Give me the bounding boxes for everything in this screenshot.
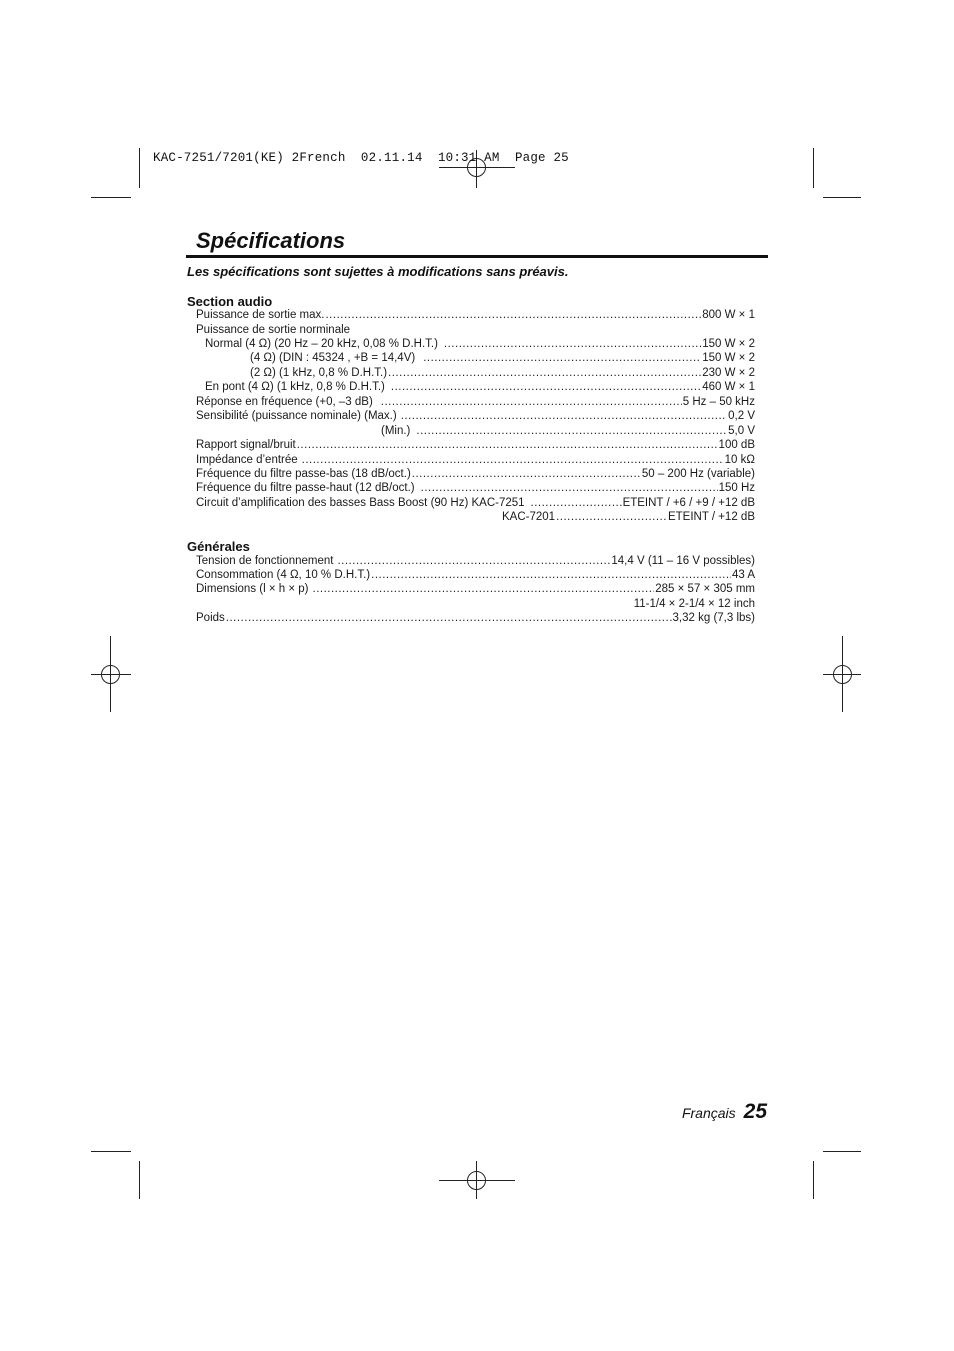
spec-row: [196, 453, 755, 467]
page-subtitle: Les spécifications sont sujettes à modifications sans préavis.: [187, 264, 569, 279]
footer-language: Français: [681, 1105, 736, 1121]
spec-label: Sensibilité (puissance nominale) (Max.): [196, 410, 397, 422]
spec-value: 10 kΩ: [724, 454, 755, 466]
title-rule: [186, 255, 768, 258]
spec-value: ETEINT / +12 dB: [667, 511, 755, 523]
spec-label: Circuit d’amplification des basses Bass Boost (90 Hz) KAC-7251: [196, 497, 525, 509]
leader-dots: [313, 582, 655, 596]
leader-dots: [412, 467, 641, 481]
spec-row: [196, 481, 755, 495]
spec-label: (4 Ω) (DIN : 45324 , +B = 14,4V): [250, 352, 416, 364]
leader-dots: [337, 554, 610, 568]
spec-value: ETEINT / +6 / +9 / +12 dB: [622, 497, 755, 509]
spec-value: 285 × 57 × 305 mm: [655, 583, 755, 595]
spec-value: 43 A: [731, 569, 755, 581]
leader-dots: [388, 366, 701, 380]
spec-value: 150 W × 2: [702, 352, 755, 364]
spec-label: En pont (4 Ω) (1 kHz, 0,8 % D.H.T.): [205, 381, 385, 393]
leader-dots: [381, 395, 682, 409]
page-title: Spécifications: [196, 228, 346, 253]
spec-label: Puissance de sortie max.: [196, 309, 325, 321]
spec-row: [196, 395, 755, 409]
spec-row: [196, 496, 755, 510]
spec-label: KAC-7201: [502, 511, 556, 523]
spec-row: [196, 554, 755, 568]
leader-dots: [416, 424, 727, 438]
leader-dots: [421, 481, 718, 495]
spec-row: [250, 351, 755, 365]
spec-value: 800 W × 1: [702, 309, 755, 321]
leader-dots: [556, 510, 667, 524]
spec-value: 460 W × 1: [702, 381, 755, 393]
spec-row: [381, 424, 755, 438]
spec-row: [502, 510, 755, 524]
spec-row: [196, 568, 755, 582]
spec-row: [196, 611, 755, 625]
spec-value: 150 W × 2: [702, 338, 755, 350]
spec-value-continued: 11-1/4 × 2-1/4 × 12 inch: [633, 598, 755, 610]
spec-row: [196, 582, 755, 596]
section-heading-audio: Section audio: [187, 294, 273, 309]
spec-label: (2 Ω) (1 kHz, 0,8 % D.H.T.): [250, 367, 388, 379]
leader-dots: [391, 380, 701, 394]
spec-value: 14,4 V (11 – 16 V possibles): [611, 555, 755, 567]
spec-value: 100 dB: [718, 439, 755, 451]
spec-label: Dimensions (l × h × p): [196, 583, 309, 595]
section-heading-general: Générales: [187, 539, 250, 554]
spec-row: [196, 308, 755, 322]
spec-label: Puissance de sortie norminale: [196, 324, 351, 336]
leader-dots: [302, 453, 724, 467]
page-number: 25: [743, 1100, 767, 1123]
spec-label: Fréquence du filtre passe-bas (18 dB/oct.): [196, 468, 411, 480]
spec-value: 3,32 kg (7,3 lbs): [672, 612, 755, 624]
spec-label: Consommation (4 Ω, 10 % D.H.T.): [196, 569, 371, 581]
leader-dots: [297, 438, 718, 452]
spec-row: [205, 337, 755, 351]
spec-label: Normal (4 Ω) (20 Hz – 20 kHz, 0,08 % D.H.T.): [205, 338, 438, 350]
spec-value: 50 – 200 Hz (variable): [641, 468, 755, 480]
spec-label: Fréquence du filtre passe-haut (12 dB/oct.): [196, 482, 415, 494]
spec-row: [196, 467, 755, 481]
spec-label: Impédance d’entrée: [196, 454, 298, 466]
leader-dots: [401, 409, 727, 423]
spec-value: 150 Hz: [718, 482, 755, 494]
spec-label: Tension de fonctionnement: [196, 555, 334, 567]
spec-label: Poids: [196, 612, 225, 624]
leader-dots: [351, 323, 754, 337]
leader-dots: [423, 351, 701, 365]
spec-row: [196, 438, 755, 452]
spec-value: 5 Hz – 50 kHz: [682, 396, 755, 408]
spec-value: 5,0 V: [728, 425, 755, 437]
leader-dots: [444, 337, 701, 351]
leader-dots: [531, 496, 622, 510]
print-slug: KAC-7251/7201(KE) 2French 02.11.14 10:31 AM Page 25: [153, 151, 569, 165]
spec-label: (Min.): [381, 425, 411, 437]
leader-dots: [371, 568, 731, 582]
spec-row: [196, 323, 755, 337]
leader-dots: [325, 308, 701, 322]
spec-row: [250, 366, 755, 380]
spec-row: [205, 380, 755, 394]
spec-value: 0,2 V: [728, 410, 755, 422]
page-footer: [682, 1100, 767, 1124]
spec-row: [196, 409, 755, 423]
spec-label: Réponse en fréquence (+0, –3 dB): [196, 396, 373, 408]
spec-value: 230 W × 2: [702, 367, 755, 379]
leader-dots: [226, 611, 672, 625]
spec-label: Rapport signal/bruit: [196, 439, 296, 451]
